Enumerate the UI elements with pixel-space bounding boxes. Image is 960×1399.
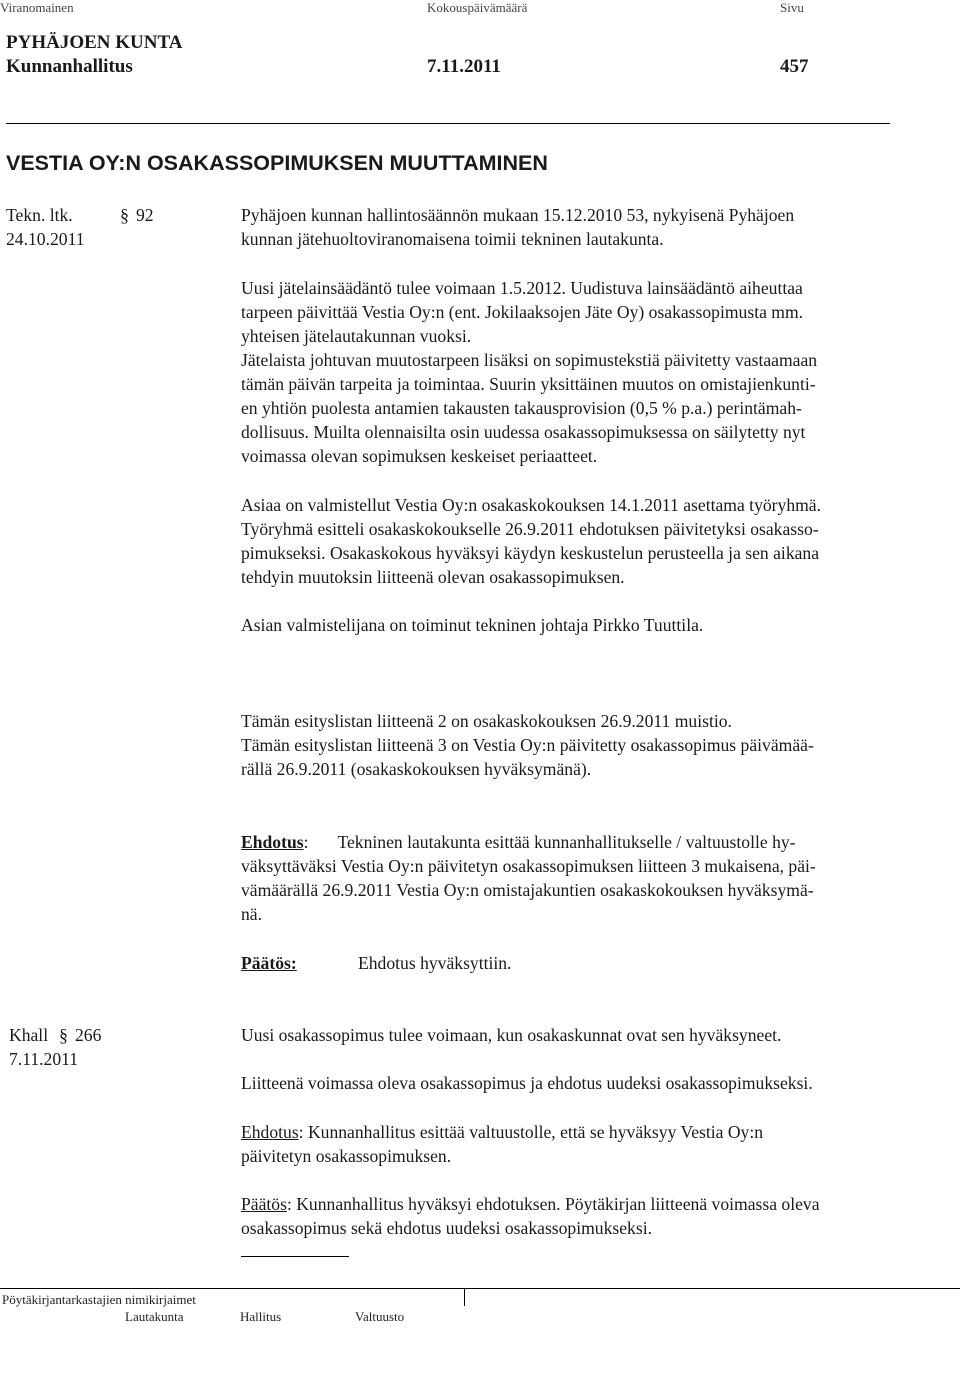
paragraph-line: Asian valmistelijana on toiminut tekninen johtaja Pirkko Tuuttila.	[241, 615, 704, 635]
section-sign-icon: §	[120, 205, 129, 225]
paatos-label: Päätös:	[241, 953, 297, 973]
paatos-text: Ehdotus hyväksyttiin.	[358, 953, 512, 973]
khall-paragraph-2: Liitteenä voimassa oleva osakassopimus ja ehdotus uudeksi osakassopimukseksi.	[241, 1073, 813, 1093]
paragraph-line: Työryhmä esitteli osakaskokoukselle 26.9.2011 ehdotuksen päivitetyksi osakasso-	[241, 519, 819, 539]
paragraph-line: tarpeen päivittää Vestia Oy:n (ent. Jokilaaksojen Jäte Oy) osakassopimusta mm.	[241, 302, 804, 322]
paragraph-line: Uusi jätelainsäädäntö tulee voimaan 1.5.2012. Uudistuva lainsäädäntö aiheuttaa	[241, 278, 803, 298]
paragraph-line: päivitetyn osakassopimuksen.	[241, 1146, 452, 1166]
khall-ehdotus-label: Ehdotus	[241, 1122, 299, 1142]
paragraph-line: dollisuus. Muilta olennaisilta osin uudessa osakassopimuksessa on säilytetty nyt	[241, 422, 806, 442]
khall-date: 7.11.2011	[9, 1049, 79, 1069]
paragraph-line: Tekninen lautakunta esittää kunnanhallitukselle / valtuustolle hy-	[337, 832, 796, 852]
paragraph-line: kunnan jätehuoltoviranomaisena toimii tekninen lautakunta.	[241, 229, 664, 249]
paragraph-line: yhteisen jätelautakunnan vuoksi.	[241, 326, 472, 346]
paragraph-3	[241, 493, 821, 589]
paragraph-line: : Kunnanhallitus hyväksyi ehdotuksen. Pöytäkirjan liitteenä voimassa oleva	[286, 1194, 820, 1214]
footer-divider	[464, 1288, 465, 1306]
paragraph-line: tehdyin muutoksin liitteenä olevan osakassopimuksen.	[241, 567, 625, 587]
paragraph-line: pimukseksi. Osakaskokous hyväksyi käydyn keskustelun perusteella ja sen aikana	[241, 543, 820, 563]
khall-paatos-label: Päätös	[241, 1194, 287, 1214]
paragraph-line: Asiaa on valmistellut Vestia Oy:n osakaskokouksen 14.1.2011 asettama työryhmä.	[241, 495, 822, 515]
paragraph-2	[241, 276, 817, 468]
ehdotus-block	[241, 830, 816, 926]
ehdotus-colon: :	[303, 832, 309, 852]
end-rule	[241, 1256, 349, 1257]
paragraph-line: nä.	[241, 904, 263, 924]
document-title: VESTIA OY:N OSAKASSOPIMUKSEN MUUTTAMINEN	[6, 151, 548, 175]
header-meeting-date-label: Kokouspäivämäärä	[427, 0, 528, 15]
paragraph-line: Jätelaista johtuvan muutostarpeen lisäksi on sopimustekstiä päivitetty vastaamaan	[241, 350, 818, 370]
khall-paatos	[241, 1192, 820, 1240]
paragraph-line: osakassopimus sekä ehdotus uudeksi osakassopimukseksi.	[241, 1218, 652, 1238]
paragraph-line: : Kunnanhallitus esittää valtuustolle, että se hyväksyy Vestia Oy:n	[298, 1122, 764, 1142]
header-body: Kunnanhallitus	[6, 56, 133, 77]
footer-valtuusto: Valtuusto	[355, 1309, 405, 1324]
paragraph-line: Pyhäjoen kunnan hallintosäännön mukaan 15.12.2010 53, nykyisenä Pyhäjoen	[241, 205, 795, 225]
section-sign-icon: §	[59, 1025, 68, 1045]
paragraph-4	[241, 613, 703, 637]
footer-lautakunta: Lautakunta	[125, 1309, 184, 1324]
paragraph-line: rällä 26.9.2011 (osakaskokouksen hyväksymänä).	[241, 759, 592, 779]
header-organization: PYHÄJOEN KUNTA	[6, 32, 183, 53]
paragraph-line: Tämän esityslistan liitteenä 3 on Vestia Oy:n päivitetty osakassopimus päivämää-	[241, 735, 814, 755]
ehdotus-label: Ehdotus	[241, 832, 304, 852]
paragraph-5	[241, 709, 814, 781]
khall-number: 266	[75, 1025, 102, 1045]
header-authority-label: Viranomainen	[0, 0, 74, 15]
paragraph-line: väksyttäväksi Vestia Oy:n päivitetyn osakassopimuksen liitteen 3 mukaisena, päi-	[241, 856, 816, 876]
tekn-label: Tekn. ltk.	[6, 205, 73, 225]
khall-label: Khall	[9, 1025, 49, 1045]
header-rule	[6, 123, 890, 124]
header-page-label: Sivu	[780, 0, 804, 15]
header-date: 7.11.2011	[427, 56, 501, 77]
tekn-date: 24.10.2011	[6, 229, 85, 249]
khall-paragraph-1: Uusi osakassopimus tulee voimaan, kun osakaskunnat ovat sen hyväksyneet.	[241, 1025, 782, 1045]
footer-title: Pöytäkirjantarkastajien nimikirjaimet	[2, 1292, 196, 1307]
paragraph-line: tämän päivän tarpeita ja toimintaa. Suurin yksittäinen muutos on omistajienkunti-	[241, 374, 816, 394]
paragraph-line: Tämän esityslistan liitteenä 2 on osakaskokouksen 26.9.2011 muistio.	[241, 711, 732, 731]
paragraph-line: voimassa olevan sopimuksen keskeiset periaatteet.	[241, 446, 598, 466]
footer-hallitus: Hallitus	[240, 1309, 282, 1324]
paragraph-1	[241, 203, 794, 251]
paragraph-line: vämäärällä 26.9.2011 Vestia Oy:n omistajakuntien osakaskokouksen hyväksymä-	[241, 880, 814, 900]
header-page-number: 457	[780, 56, 809, 77]
khall-ehdotus	[241, 1120, 763, 1168]
paragraph-line: en yhtiön puolesta antamien takausten takausprovision (0,5 % p.a.) perintämah-	[241, 398, 802, 418]
tekn-number: 92	[136, 205, 154, 225]
